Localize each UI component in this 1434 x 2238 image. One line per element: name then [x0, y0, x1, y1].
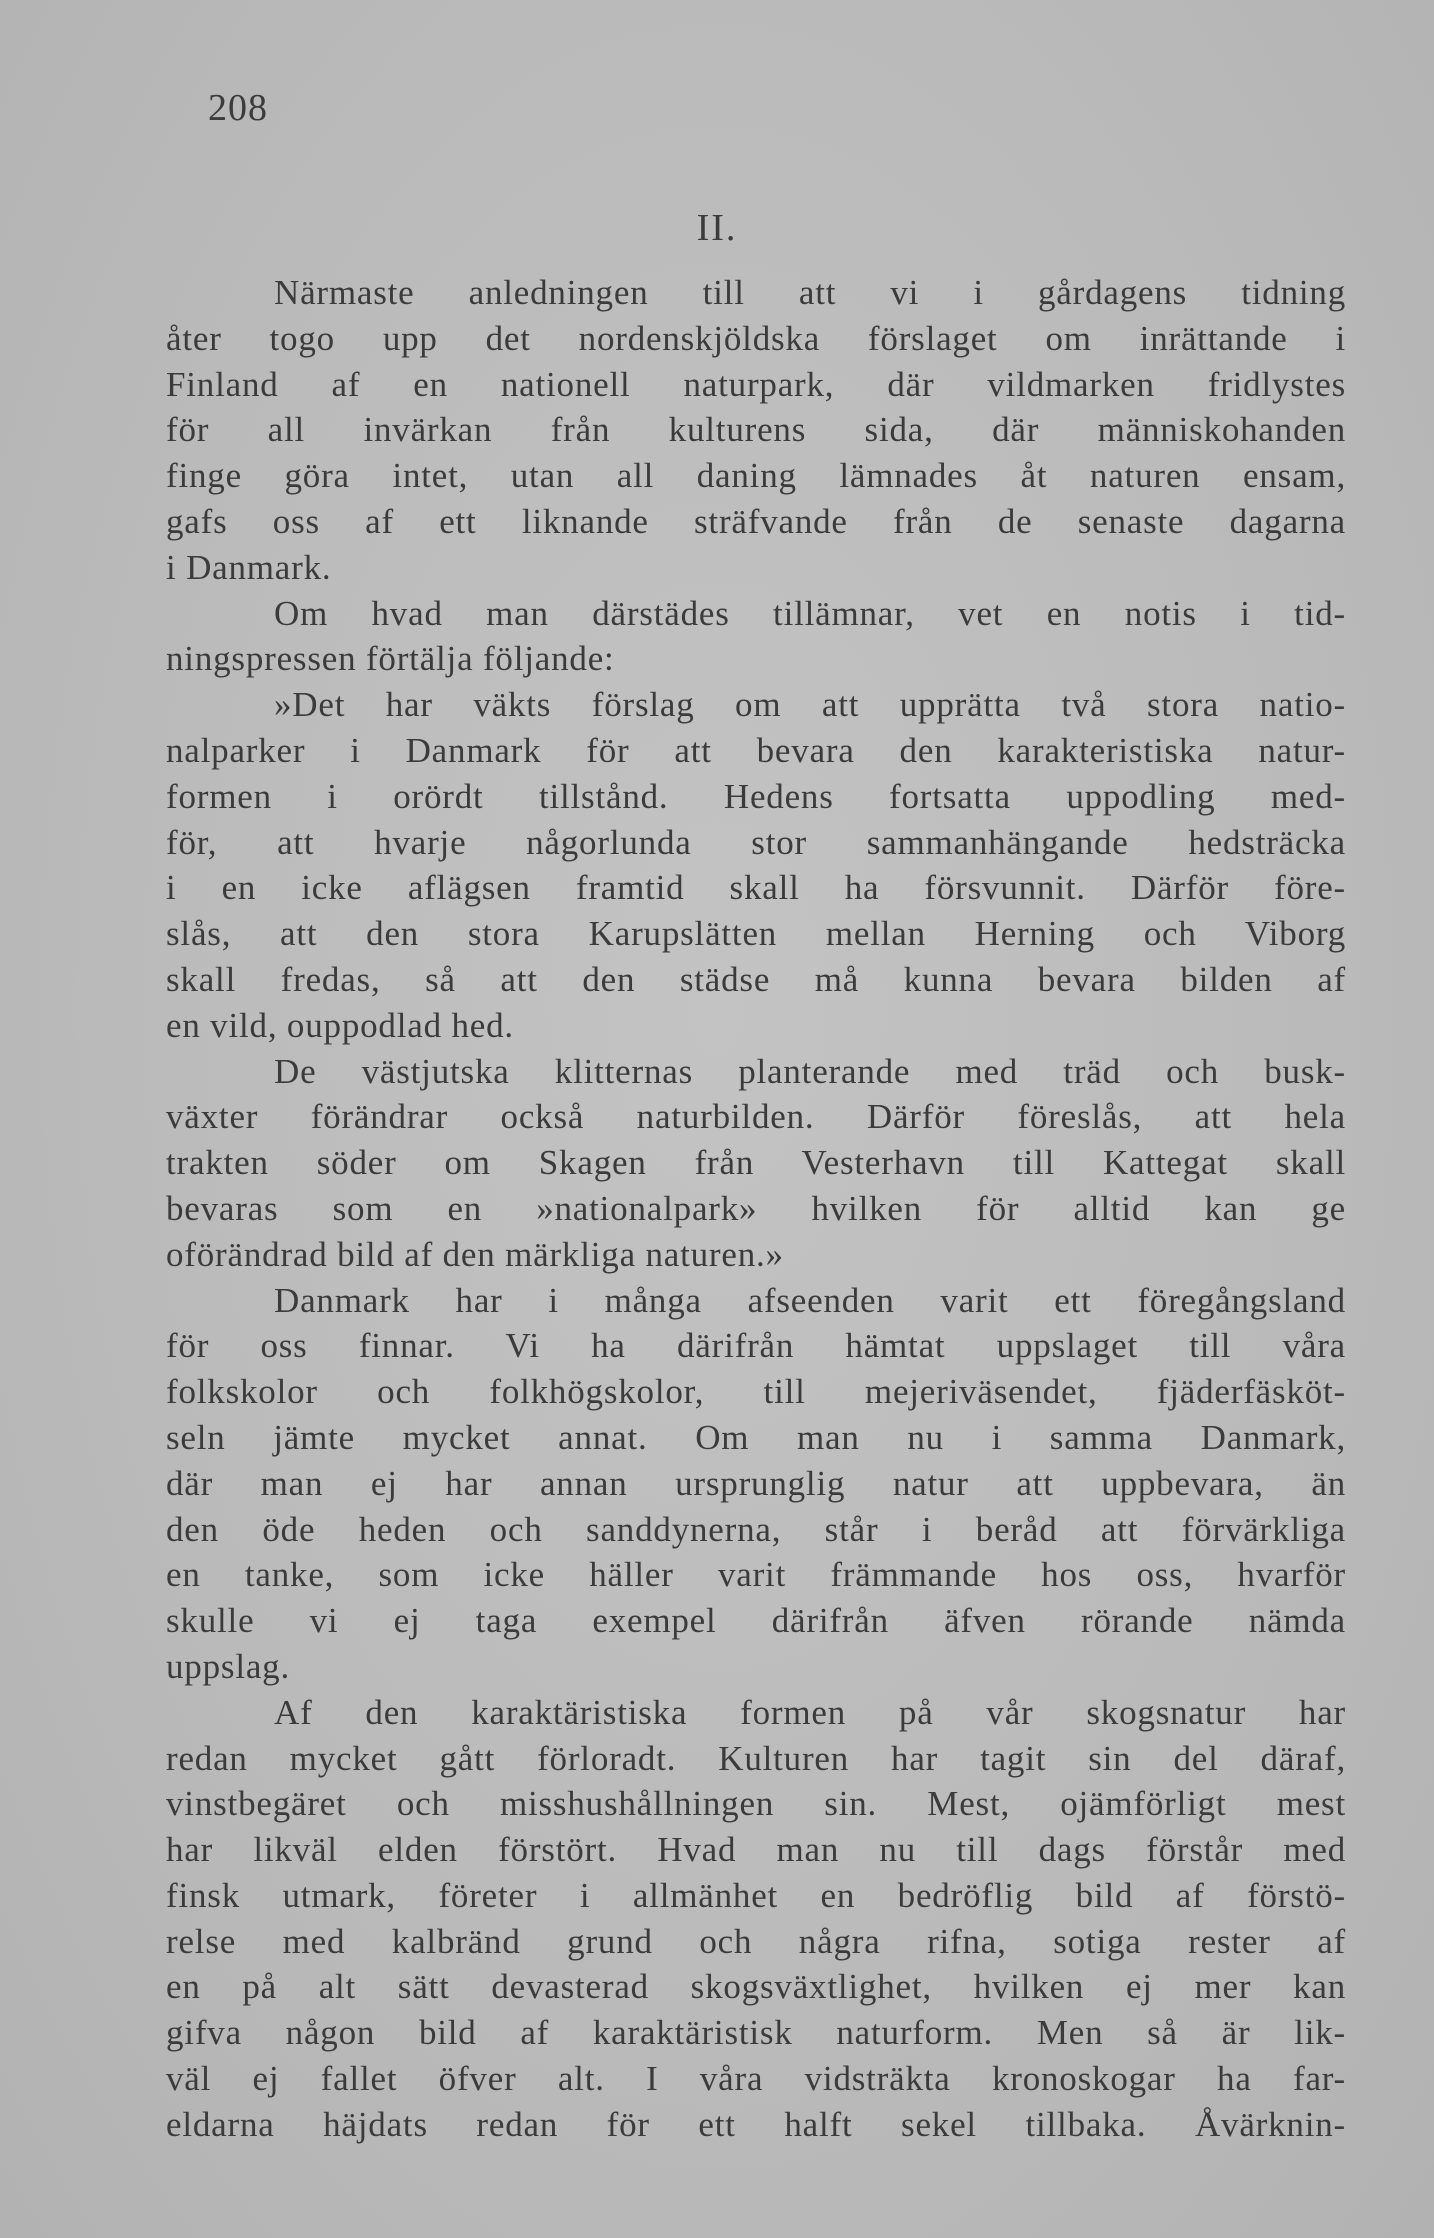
text-line: gifva någon bild af karaktäristisk naturform. Men så är lik-: [166, 2013, 1346, 2053]
text-line: Finland af en nationell naturpark, där vildmarken fridlystes: [166, 364, 1346, 404]
text-line: eldarna häjdats redan för ett halft sekel tillbaka. Åvärknin-: [166, 2104, 1346, 2144]
text-line: relse med kalbränd grund och några rifna, sotiga rester af: [166, 1921, 1346, 1961]
text-line: finge göra intet, utan all daning lämnades åt naturen ensam,: [166, 456, 1346, 496]
text-line: Af den karaktäristiska formen på vår skogsnatur har: [274, 1692, 1346, 1732]
body-text: [166, 270, 1346, 2148]
text-line: en på alt sätt devasterad skogsväxtlighet, hvilken ej mer kan: [166, 1967, 1346, 2007]
text-line: en tanke, som icke häller varit främmande hos oss, hvarför: [166, 1555, 1346, 1595]
text-line: där man ej har annan ursprunglig natur att uppbevara, än: [166, 1463, 1346, 1503]
text-line: folkskolor och folkhögskolor, till mejeriväsendet, fjäderfäsköt-: [166, 1372, 1346, 1412]
text-line: formen i orördt tillstånd. Hedens fortsatta uppodling med-: [166, 776, 1346, 816]
text-line: Danmark har i många afseenden varit ett föregångsland: [274, 1280, 1346, 1320]
text-line: åter togo upp det nordenskjöldska förslaget om inrättande i: [166, 318, 1346, 358]
text-line: i en icke aflägsen framtid skall ha försvunnit. Därför före-: [166, 868, 1346, 908]
text-line: gafs oss af ett liknande sträfvande från de senaste dagarna: [166, 501, 1346, 541]
section-heading: II.: [696, 207, 738, 249]
text-line: den öde heden och sanddynerna, står i beråd att förvärkliga: [166, 1509, 1346, 1549]
text-line: har likväl elden förstört. Hvad man nu till dags förstår med: [166, 1830, 1346, 1870]
text-line: Om hvad man därstädes tillämnar, vet en notis i tid-: [274, 593, 1346, 633]
text-line: De västjutska klitternas planterande med träd och busk-: [274, 1051, 1346, 1091]
text-line: ningspressen förtälja följande:: [166, 639, 615, 679]
text-line: Närmaste anledningen till att vi i gårdagens tidning: [274, 273, 1346, 312]
text-line: finsk utmark, företer i allmänhet en bedröflig bild af förstö-: [166, 1875, 1346, 1915]
text-line: för oss finnar. Vi ha därifrån hämtat uppslaget till våra: [166, 1326, 1346, 1366]
text-line: för, att hvarje någorlunda stor sammanhängande hedsträcka: [166, 822, 1346, 862]
text-line: trakten söder om Skagen från Vesterhavn till Kattegat skall: [166, 1143, 1346, 1183]
text-line: redan mycket gått förloradt. Kulturen har tagit sin del däraf,: [166, 1738, 1346, 1778]
text-line: skulle vi ej taga exempel därifrån äfven rörande nämda: [166, 1601, 1346, 1641]
text-line: nalparker i Danmark för att bevara den karakteristiska natur-: [166, 730, 1346, 770]
text-line: vinstbegäret och misshushållningen sin. Mest, ojämförligt mest: [166, 1784, 1346, 1824]
text-line: väl ej fallet öfver alt. I våra vidsträkta kronoskogar ha far-: [166, 2059, 1346, 2099]
text-line: växter förändrar också naturbilden. Därför föreslås, att hela: [166, 1097, 1346, 1137]
text-line: uppslag.: [166, 1646, 291, 1686]
text-line: seln jämte mycket annat. Om man nu i samma Danmark,: [166, 1417, 1346, 1457]
text-line: bevaras som en »nationalpark» hvilken för alltid kan ge: [166, 1188, 1346, 1228]
text-line: »Det har väkts förslag om att upprätta två stora natio-: [274, 685, 1346, 725]
text-line: i Danmark.: [166, 547, 332, 587]
text-line: skall fredas, så att den städse må kunna bevara bilden af: [166, 959, 1346, 999]
page-number: 208: [208, 87, 268, 129]
text-line: oförändrad bild af den märkliga naturen.»: [166, 1234, 784, 1274]
text-line: en vild, ouppodlad hed.: [166, 1005, 514, 1045]
text-line: slås, att den stora Karupslätten mellan Herning och Viborg: [166, 914, 1346, 954]
text-line: för all invärkan från kulturens sida, där människohanden: [166, 410, 1346, 450]
